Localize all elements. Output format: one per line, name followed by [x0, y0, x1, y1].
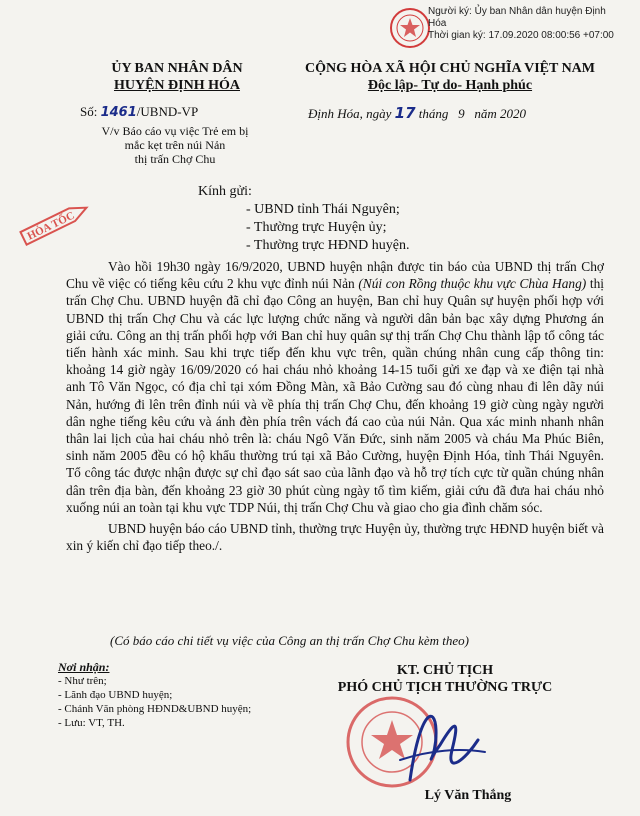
distribution-item: - Như trên; [58, 675, 107, 687]
distribution-list [58, 660, 251, 730]
distribution-item: - Chánh Văn phòng HĐND&UBND huyện; [58, 703, 252, 715]
document-subject [70, 124, 280, 166]
signature-time: Thời gian ký: 17.09.2020 08:00:56 +07:00 [428, 30, 614, 41]
subject-line3: thị trấn Chợ Chu [134, 152, 216, 166]
document-body [66, 258, 604, 554]
urgent-stamp [14, 200, 96, 246]
nation-motto: Độc lập- Tự do- Hạnh phúc [367, 78, 533, 93]
number-prefix: Số: [80, 104, 98, 119]
body-paragraph-1: Vào hồi 19h30 ngày 16/9/2020, UBND huyện nhận được tin báo của UBND thị trấn Chợ Chu về việc có tiếng kêu cứu 2 khu vực đỉnh núi Nản (Núi con Rồng thuộc khu vực Chùa Hang) thị trấn Chợ Chu. UBND huyện đã chỉ đạo Công an huyện, Ban chỉ huy Quân sự huyện phối hợp với UBND thị trấn Chợ Chu và các lực lượng chức năng và người dân bản bạc xây dựng Phương án giải cứu. Công an thị trấn phối hợp với Ban chỉ huy quân sự thị trấn Chợ Chu thành lập tổ công tác tiến hành xác minh. Sau khi trực tiếp đến khu vực trên, quần chúng nhân cung cấp thông tin: khoảng 14 giờ ngày 16/09/2020 có hai cháu nhỏ khoảng 14-15 tuổi gửi xe đạp và xe điện tại nhà anh Tô Văn Ngọc, có địa chỉ tại xóm Đồng Màn, xã Bảo Cường sau đó cùng nhau đi lên dãy núi Nản, hướng đi lên trên đỉnh núi và về phía thị trấn Chợ Chu, đến khoảng 19 giờ cùng ngày người dân nghe tiếng kêu cứu và ánh đèn phía trên vách đá cao của núi Nản. Qua xác minh nhanh nhân thân lai lịch của hai cháu nhỏ trên là: cháu Ngô Văn Đức, sinh năm 2005 và cháu Ma Phúc Biên, sinh năm 2005 đều có hộ khẩu thường trú tại xã Bảo Cường, huyện Định Hóa, tỉnh Thái Nguyên. Tổ công tác được nhận được sự chỉ đạo sát sao của lãnh đạo và hỗ trợ tích cực từ quần chúng nhân dân trên địa bàn, đến khoảng 23 giờ 30 phút cùng ngày tổ tìm kiếm, giải cứu đã đưa hai cháu nhỏ xuống núi an toàn tại khu vực TDP Núi, thị trấn Chợ Chu và giao cho gia đình chăm sóc. [66, 259, 604, 515]
number-suffix: /UBND-VP [136, 104, 199, 119]
recipient-item: - Thường trực Huyện ủy; [246, 220, 387, 235]
digital-signature-box [388, 6, 638, 42]
recipients-heading: Kính gửi: [198, 184, 252, 199]
agency-header [72, 60, 282, 94]
distribution-title: Nơi nhận: [58, 660, 110, 674]
agency-line1: ỦY BAN NHÂN DÂN [111, 61, 243, 76]
number-handwritten: 1461 [100, 105, 137, 120]
document-number [80, 104, 198, 120]
distribution-item: - Lưu: VT, TH. [58, 717, 125, 729]
nation-line1: CỘNG HÒA XÃ HỘI CHỦ NGHĨA VIỆT NAM [304, 61, 595, 76]
signature-line2: PHÓ CHỦ TỊCH THƯỜNG TRỰC [337, 680, 553, 695]
date-day: 17 [394, 104, 416, 122]
signer-name: Lý Văn Thắng [424, 788, 512, 803]
recipient-item: - Thường trực HĐND huyện. [246, 238, 410, 253]
nation-header [270, 60, 630, 94]
date-place: Định Hóa, ngày [308, 106, 392, 121]
date-year: năm 2020 [474, 106, 527, 121]
date-month-label: tháng [418, 106, 449, 121]
distribution-item: - Lãnh đạo UBND huyện; [58, 689, 173, 701]
date-month: 9 [458, 106, 465, 121]
official-seal-icon [340, 690, 490, 800]
subject-line2: mắc kẹt trên núi Nản [124, 138, 226, 152]
attachment-note: (Có báo cáo chi tiết vụ việc của Công an thị trấn Chợ Chu kèm theo) [110, 633, 469, 648]
document-date [308, 104, 526, 122]
agency-line2: HUYỆN ĐỊNH HÓA [113, 78, 240, 93]
signature-signer: Người ký: Ủy ban Nhân dân huyện Định [428, 6, 606, 17]
body-paragraph-2: UBND huyện báo cáo UBND tỉnh, thường trực Huyện ủy, thường trực HĐND huyện biết và xin ý kiến chỉ đạo tiếp theo./. [66, 521, 604, 554]
recipient-item: - UBND tỉnh Thái Nguyên; [246, 202, 400, 217]
stamp-text: HỎA TỐC [25, 209, 77, 243]
signature-signer-cont: Hóa [428, 18, 447, 29]
recipients-list [246, 201, 409, 255]
subject-line1: V/v Báo cáo vụ việc Trẻ em bị [101, 124, 249, 138]
signature-line1: KT. CHỦ TỊCH [396, 663, 494, 678]
